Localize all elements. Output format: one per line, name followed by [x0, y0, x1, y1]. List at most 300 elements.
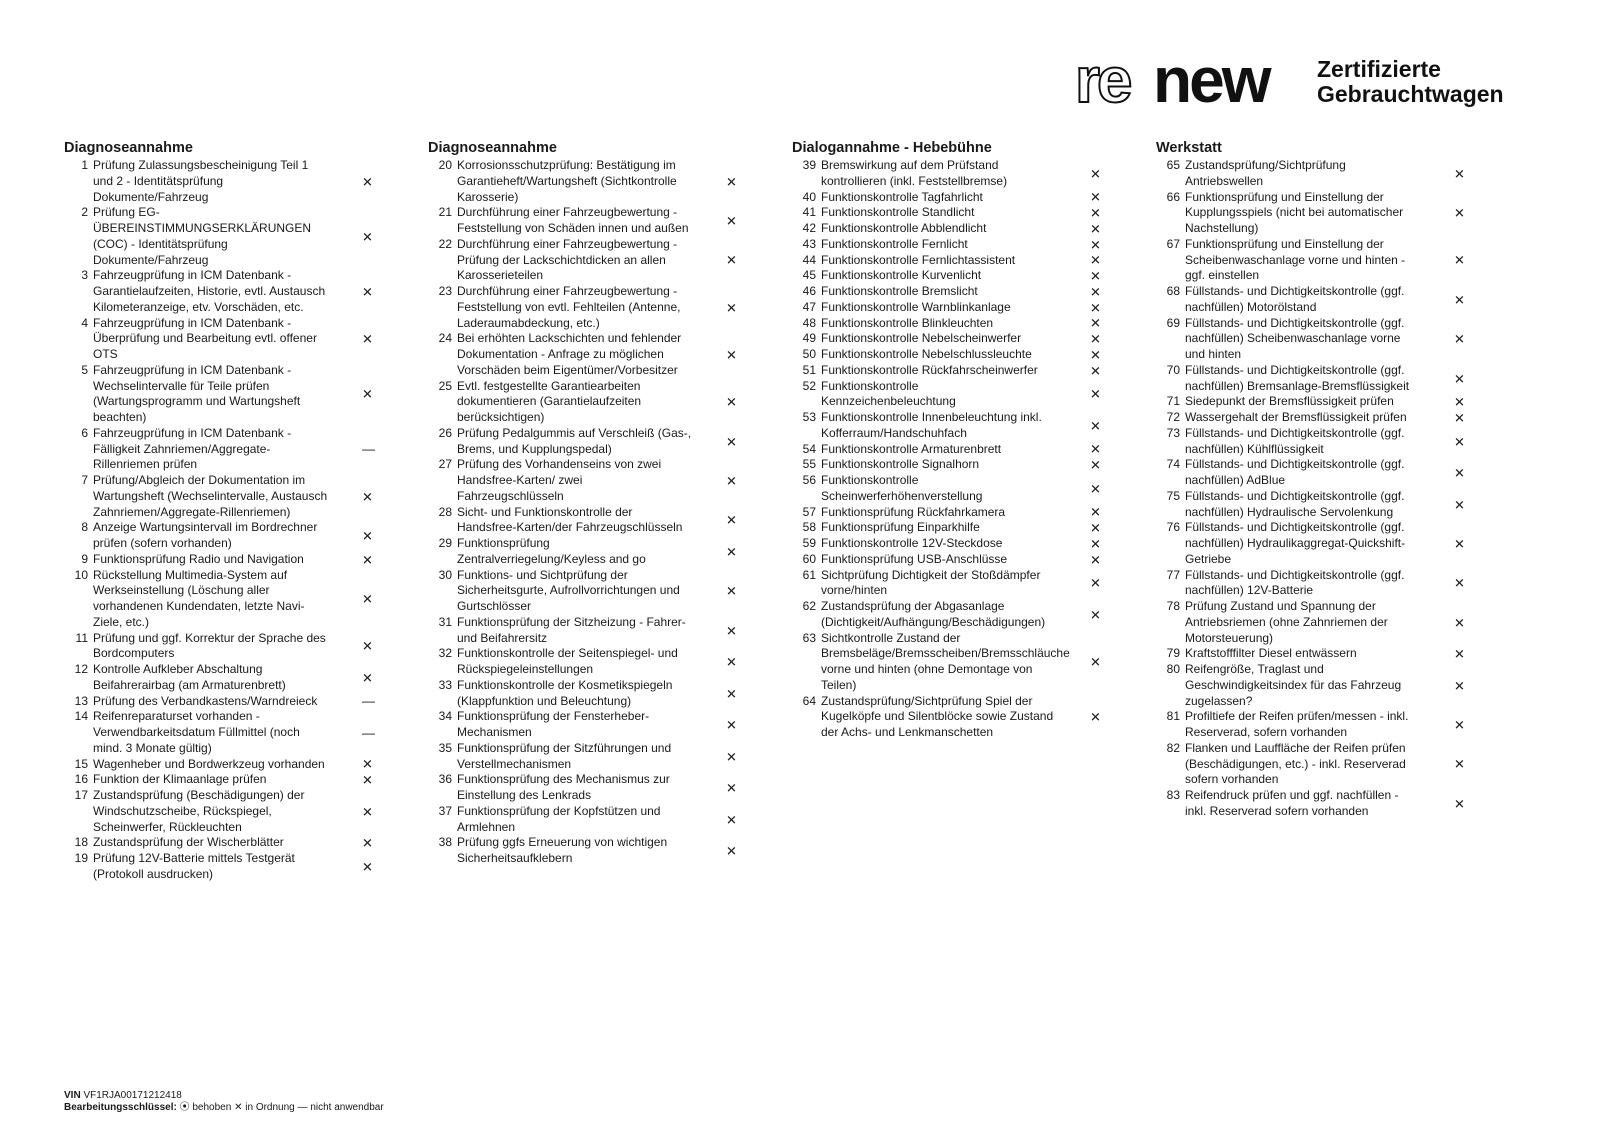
item-text: Funktionskontrolle Warnblinkanlage [821, 299, 1011, 314]
checklist-column-4 [1156, 140, 1476, 820]
item-text: Funktions- und Sichtprüfung der Sicherheitsgurte, Aufrollvorrichtungen und Gurtschlösser [457, 567, 680, 613]
status-ok-icon: ✕ [726, 780, 737, 796]
item-text: Flanken und Lauffläche der Reifen prüfen (Beschädigungen, etc.) - inkl. Reserverad sofern vorhanden [1185, 740, 1406, 787]
item-text: Funktionsprüfung der Fensterheber-Mechanismen [457, 709, 650, 739]
item-number: 39 [802, 158, 816, 172]
status-na-icon: — [362, 693, 375, 709]
item-number: 20 [438, 158, 452, 172]
item-text: Füllstands- und Dichtigkeitskontrolle (ggf. nachfüllen) Hydraulische Servolenkung [1185, 488, 1405, 519]
status-ok-icon: ✕ [1090, 457, 1101, 473]
status-ok-icon: ✕ [1454, 796, 1465, 812]
status-ok-icon: ✕ [1454, 252, 1465, 268]
status-ok-icon: ✕ [1454, 717, 1465, 733]
status-ok-icon: ✕ [1090, 441, 1101, 457]
item-text: Funktionsprüfung USB-Anschlüsse [821, 551, 1008, 566]
status-ok-icon: ✕ [1090, 654, 1101, 670]
checklist-item [792, 599, 1112, 631]
item-number: 55 [802, 457, 816, 472]
item-number: 75 [1166, 488, 1180, 503]
item-number: 51 [802, 362, 816, 377]
checklist-item [792, 363, 1112, 379]
item-number: 16 [74, 772, 88, 787]
status-ok-icon: ✕ [1090, 536, 1101, 552]
checklist-item [1156, 237, 1476, 284]
item-text: Funktionskontrolle Nebelschlussleuchte [821, 347, 1032, 361]
checklist-item [792, 347, 1112, 363]
item-text: Reifendruck prüfen und ggf. nachfüllen - inkl. Reserverad sofern vorhanden [1185, 788, 1399, 818]
item-text: Funktionskontrolle Abblendlicht [821, 221, 987, 235]
status-ok-icon: ✕ [1454, 497, 1465, 512]
checklist-item [792, 457, 1112, 473]
item-number: 53 [802, 410, 816, 424]
checklist-item [428, 205, 748, 237]
checklist-column-2 [428, 140, 748, 867]
item-number: 73 [1166, 425, 1180, 440]
item-text: Funktionskontrolle Armaturenbrett [821, 441, 1002, 456]
status-ok-icon: ✕ [726, 347, 737, 363]
item-number: 14 [74, 709, 88, 724]
status-ok-icon: ✕ [726, 717, 737, 733]
item-text: Funktionskontrolle Kennzeichenbeleuchtung [821, 378, 956, 409]
status-ok-icon: ✕ [726, 843, 737, 859]
item-text: Prüfung EG-ÜBEREINSTIMMUNGSERKLÄRUNGEN (COC) - Identitätsprüfung Dokumente/Fahrzeug [93, 205, 312, 267]
item-text: Prüfung des Vorhandenseins von zwei Handsfree-Karten/ zwei Fahrzeugschlüsseln [457, 457, 662, 503]
status-na-icon: — [362, 441, 375, 457]
status-ok-icon: ✕ [726, 213, 737, 229]
checklist-item [64, 268, 384, 315]
checklist-item [64, 757, 384, 773]
checklist-item [428, 615, 748, 647]
vin-label: VIN [64, 1090, 81, 1101]
checklist-item [1156, 709, 1476, 741]
status-ok-icon: ✕ [362, 331, 373, 347]
item-text: Sichtkontrolle Zustand der Bremsbeläge/Bremsscheiben/Bremsschläuche vorne und hinten (ohne Demontage von Teilen) [821, 630, 1070, 692]
item-text: Funktionskontrolle Fernlicht [821, 236, 968, 251]
checklist-item [792, 253, 1112, 269]
item-number: 3 [81, 268, 88, 283]
checklist-item [428, 505, 748, 537]
item-text: Funktionsprüfung des Mechanismus zur Einstellung des Lenkrads [457, 772, 670, 802]
checklist-item [792, 190, 1112, 206]
checklist-item [64, 552, 384, 568]
item-text: Funktionskontrolle der Kosmetikspiegeln (Klappfunktion und Beleuchtung) [457, 677, 673, 708]
item-number: 70 [1166, 362, 1180, 377]
item-number: 67 [1166, 236, 1180, 251]
item-text: Funktionsprüfung Zentralverriegelung/Keyless and go [457, 536, 646, 566]
svg-text:re: re [1075, 54, 1130, 110]
item-number: 37 [438, 803, 452, 818]
checklist-item [792, 520, 1112, 536]
item-text: Prüfung des Verbandkastens/Warndreieck [93, 693, 318, 708]
checklist-item [428, 158, 748, 205]
item-number: 44 [802, 252, 816, 267]
checklist-item [1156, 316, 1476, 363]
item-number: 7 [81, 473, 88, 487]
item-text: Bremswirkung auf dem Prüfstand kontrollieren (inkl. Feststellbremse) [821, 158, 1008, 188]
checklist-item [792, 237, 1112, 253]
checklist-item [428, 426, 748, 458]
item-number: 40 [802, 189, 816, 204]
item-text: Funktionskontrolle Tagfahrlicht [821, 189, 983, 204]
checklist-item [792, 694, 1112, 741]
item-text: Prüfung Zustand und Spannung der Antriebsriemen (ohne Zahnriemen der Motorsteuerung) [1185, 599, 1388, 645]
legend-line [64, 1102, 384, 1114]
item-text: Prüfung ggfs Erneuerung von wichtigen Sicherheitsaufklebern [457, 835, 668, 865]
checklist-item [64, 363, 384, 426]
item-number: 34 [438, 709, 452, 724]
item-text: Zustandsprüfung (Beschädigungen) der Windschutzscheibe, Rückspiegel, Scheinwerfer, Rückleuchten [93, 788, 305, 834]
status-ok-icon: ✕ [726, 749, 737, 764]
item-text: Füllstands- und Dichtigkeitskontrolle (ggf. nachfüllen) Motorölstand [1185, 284, 1405, 314]
item-number: 78 [1166, 599, 1180, 613]
status-ok-icon: ✕ [1090, 520, 1101, 536]
item-number: 11 [75, 630, 88, 645]
checklist-item [792, 158, 1112, 190]
status-ok-icon: ✕ [726, 174, 737, 190]
item-number: 43 [802, 236, 816, 251]
item-text: Prüfung Pedalgummis auf Verschleiß (Gas-, Brems, und Kupplungspedal) [457, 425, 692, 456]
checklist-item [1156, 284, 1476, 316]
status-ok-icon: ✕ [362, 591, 373, 607]
status-ok-icon: ✕ [362, 670, 373, 686]
legend-fixed-text: behoben [192, 1102, 232, 1113]
status-ok-icon: ✕ [362, 552, 373, 568]
checklist-item [1156, 662, 1476, 709]
item-number: 26 [438, 425, 452, 440]
checklist-item [428, 835, 748, 867]
footer [64, 1090, 384, 1114]
item-number: 49 [802, 331, 816, 346]
item-number: 63 [802, 630, 816, 645]
checklist-item [428, 284, 748, 331]
checklist-item [64, 788, 384, 835]
item-text: Fahrzeugprüfung in ICM Datenbank - Garantielaufzeiten, Historie, evtl. Austausch Kilometeranzeige, etv. Vorschäden, etc. [93, 268, 326, 314]
checklist-item [428, 678, 748, 710]
item-number: 64 [802, 693, 816, 708]
item-number: 22 [438, 236, 452, 251]
checklist-item [792, 284, 1112, 300]
item-number: 77 [1166, 567, 1180, 582]
checklist-item [1156, 426, 1476, 458]
item-number: 13 [74, 693, 88, 708]
item-text: Funktionskontrolle Standlicht [821, 205, 975, 220]
status-ok-icon: ✕ [1090, 347, 1101, 363]
legend-ok-icon: ✕ [234, 1102, 243, 1113]
item-number: 9 [81, 551, 88, 566]
status-ok-icon: ✕ [726, 252, 737, 268]
status-ok-icon: ✕ [1090, 221, 1101, 237]
item-text: Funktionskontrolle Nebelscheinwerfer [821, 331, 1022, 346]
item-text: Wagenheber und Bordwerkzeug vorhanden [93, 756, 325, 771]
item-number: 10 [74, 567, 88, 582]
legend-na-text: nicht anwendbar [310, 1102, 384, 1113]
status-ok-icon: ✕ [726, 434, 737, 449]
checklist-item [428, 709, 748, 741]
checklist-item [64, 158, 384, 205]
item-text: Zustandsprüfung der Abgasanlage (Dichtigkeit/Aufhängung/Beschädigungen) [821, 599, 1046, 629]
status-ok-icon: ✕ [1090, 284, 1101, 300]
status-ok-icon: ✕ [726, 300, 737, 316]
item-number: 66 [1166, 189, 1180, 204]
checklist-item [792, 442, 1112, 458]
checklist-item [428, 237, 748, 284]
status-ok-icon: ✕ [1090, 418, 1101, 434]
item-number: 71 [1166, 394, 1180, 409]
item-text: Zustandsprüfung/Sichtprüfung Spiel der Kugelköpfe und Silentblöcke sowie Zustand der Achs- und Lenkmanschetten [821, 693, 1054, 739]
item-number: 6 [81, 425, 88, 440]
checklist-item [792, 331, 1112, 347]
item-number: 8 [81, 520, 88, 535]
item-number: 5 [81, 362, 88, 377]
checklist-item [792, 410, 1112, 442]
status-ok-icon: ✕ [1454, 205, 1465, 221]
checklist-item [428, 379, 748, 426]
item-text: Funktionskontrolle der Seitenspiegel- und Rückspiegeleinstellungen [457, 646, 678, 676]
item-text: Bei erhöhten Lackschichten und fehlender Dokumentation - Anfrage zu möglichen Vorschäden beim Eigentümer/Vorbesitzer [457, 331, 682, 377]
item-number: 36 [438, 772, 452, 787]
legend-fixed-icon: ⦿ [179, 1102, 190, 1113]
item-number: 54 [802, 441, 816, 456]
item-text: Funktionskontrolle Signalhorn [821, 457, 980, 472]
item-text: Füllstands- und Dichtigkeitskontrolle (ggf. nachfüllen) AdBlue [1185, 457, 1405, 487]
legend-ok-text: in Ordnung [245, 1102, 295, 1113]
item-text: Fahrzeugprüfung in ICM Datenbank - Überprüfung und Bearbeitung evtl. offener OTS [93, 315, 317, 361]
item-text: Prüfung/Abgleich der Dokumentation im Wartungsheft (Wechselintervalle, Austausch Zahnriemen/Aggregate-Rillenriemen) [93, 473, 328, 519]
item-text: Profiltiefe der Reifen prüfen/messen - inkl. Reserverad, sofern vorhanden [1185, 709, 1409, 739]
checklist-item [428, 741, 748, 773]
checklist-item [792, 473, 1112, 505]
item-number: 30 [438, 567, 452, 582]
status-ok-icon: ✕ [362, 284, 373, 300]
status-ok-icon: ✕ [1090, 205, 1101, 221]
item-number: 83 [1166, 788, 1180, 802]
item-text: Kraftstofffilter Diesel entwässern [1185, 646, 1357, 661]
checklist-item [428, 536, 748, 568]
status-ok-icon: ✕ [362, 528, 373, 544]
item-text: Füllstands- und Dichtigkeitskontrolle (ggf. nachfüllen) 12V-Batterie [1185, 567, 1405, 598]
item-number: 59 [802, 536, 816, 550]
item-number: 15 [74, 756, 88, 771]
checklist-item [64, 426, 384, 473]
status-ok-icon: ✕ [1090, 331, 1101, 347]
svg-text:new: new [1153, 54, 1269, 110]
item-text: Sicht- und Funktionskontrolle der Handsfree-Karten/der Fahrzeugschlüsseln [457, 504, 683, 535]
item-text: Fahrzeugprüfung in ICM Datenbank - Wechselintervalle für Teile prüfen (Wartungsprogramm und Wartungsheft beachten) [93, 362, 301, 424]
checklist-item [792, 221, 1112, 237]
status-ok-icon: ✕ [1454, 292, 1465, 308]
item-number: 25 [438, 378, 452, 393]
checklist-item [1156, 741, 1476, 788]
checklist-item [1156, 457, 1476, 489]
item-number: 41 [802, 205, 816, 220]
item-text: Funktionsprüfung der Sitzheizung - Fahrer- und Beifahrersitz [457, 614, 686, 645]
status-ok-icon: ✕ [726, 512, 737, 528]
status-ok-icon: ✕ [362, 859, 373, 875]
checklist-item [428, 331, 748, 378]
item-number: 65 [1166, 158, 1180, 172]
item-number: 1 [81, 158, 88, 172]
item-text: Durchführung einer Fahrzeugbewertung - Prüfung der Lackschichtdicken an allen Karosserieteilen [457, 236, 678, 283]
item-number: 56 [802, 473, 816, 487]
item-text: Funktionsprüfung und Einstellung der Scheibenwaschanlage vorne und hinten - ggf. einstellen [1185, 236, 1406, 283]
status-ok-icon: ✕ [1454, 166, 1465, 182]
status-ok-icon: ✕ [1454, 394, 1465, 410]
item-text: Evtl. festgestellte Garantiearbeiten dokumentieren (Garantielaufzeiten berücksichtigen) [457, 378, 642, 424]
checklist-item [792, 505, 1112, 521]
checklist-item [428, 772, 748, 804]
status-ok-icon: ✕ [1090, 268, 1101, 284]
item-number: 81 [1166, 709, 1180, 724]
item-text: Prüfung 12V-Batterie mittels Testgerät (Protokoll ausdrucken) [93, 851, 295, 881]
item-text: Funktionskontrolle Scheinwerferhöhenverstellung [821, 473, 983, 503]
checklist-item [64, 316, 384, 363]
item-number: 29 [438, 536, 452, 550]
status-ok-icon: ✕ [1090, 386, 1101, 402]
status-ok-icon: ✕ [1454, 371, 1465, 386]
item-text: Kontrolle Aufkleber Abschaltung Beifahrerairbag (am Armaturenbrett) [93, 662, 286, 692]
item-text: Füllstands- und Dichtigkeitskontrolle (ggf. nachfüllen) Scheibenwaschanlage vorne und hinten [1185, 315, 1405, 361]
status-ok-icon: ✕ [362, 229, 373, 245]
renew-logo-icon [1075, 54, 1305, 110]
item-text: Funktionskontrolle 12V-Steckdose [821, 536, 1003, 550]
brand-subtitle [1317, 57, 1504, 107]
item-number: 27 [438, 457, 452, 472]
item-text: Sichtprüfung Dichtigkeit der Stoßdämpfer vorne/hinten [821, 567, 1041, 598]
checklist-item [792, 300, 1112, 316]
status-ok-icon: ✕ [1090, 315, 1101, 331]
item-text: Funktion der Klimaanlage prüfen [93, 772, 267, 787]
item-number: 79 [1166, 646, 1180, 661]
checklist-item [1156, 489, 1476, 521]
item-text: Zustandsprüfung/Sichtprüfung Antriebswellen [1185, 158, 1346, 188]
status-ok-icon: ✕ [1090, 552, 1101, 568]
status-ok-icon: ✕ [362, 638, 373, 654]
status-ok-icon: ✕ [1090, 363, 1101, 379]
item-text: Funktionsprüfung Einparkhilfe [821, 520, 980, 535]
status-ok-icon: ✕ [1090, 709, 1101, 725]
checklist-item [64, 631, 384, 663]
item-text: Prüfung und ggf. Korrektur der Sprache des Bordcomputers [93, 630, 326, 661]
status-ok-icon: ✕ [1090, 504, 1101, 520]
checklist-column-3 [792, 140, 1112, 741]
item-text: Zustandsprüfung der Wischerblätter [93, 835, 284, 850]
status-ok-icon: ✕ [362, 489, 373, 505]
item-text: Siedepunkt der Bremsflüssigkeit prüfen [1185, 394, 1394, 409]
status-ok-icon: ✕ [726, 583, 737, 599]
item-number: 12 [74, 662, 88, 676]
item-number: 82 [1166, 740, 1180, 755]
brand-subtitle-line1: Zertifizierte [1317, 56, 1441, 82]
item-text: Rückstellung Multimedia-System auf Werkseinstellung (Löschung aller vorhandenen Kundendaten, letzte Navi-Ziele, etc.) [93, 567, 305, 629]
item-text: Füllstands- und Dichtigkeitskontrolle (ggf. nachfüllen) Hydraulikaggregat-Quickshift-Getriebe [1185, 520, 1406, 566]
checklist-column-1 [64, 140, 384, 883]
checklist-item [64, 473, 384, 520]
item-number: 72 [1166, 410, 1180, 424]
status-ok-icon: ✕ [1454, 615, 1465, 631]
item-text: Durchführung einer Fahrzeugbewertung - Feststellung von Schäden innen und außen [457, 205, 689, 235]
item-text: Funktionskontrolle Bremslicht [821, 284, 978, 298]
item-number: 52 [802, 378, 816, 393]
status-ok-icon: ✕ [1454, 465, 1465, 481]
checklist-item [64, 709, 384, 756]
checklist-item [792, 268, 1112, 284]
checklist-item [792, 536, 1112, 552]
status-ok-icon: ✕ [362, 772, 373, 788]
item-text: Funktionsprüfung der Kopfstützen und Armlehnen [457, 803, 661, 834]
item-number: 62 [802, 599, 816, 613]
status-ok-icon: ✕ [362, 174, 373, 190]
brand-subtitle-line2: Gebrauchtwagen [1317, 81, 1504, 107]
item-text: Prüfung Zulassungsbescheinigung Teil 1 und 2 - Identitätsprüfung Dokumente/Fahrzeug [93, 158, 309, 204]
checklist-item [428, 457, 748, 504]
status-ok-icon: ✕ [1090, 481, 1101, 497]
status-ok-icon: ✕ [362, 386, 373, 402]
column-title: Diagnoseannahme [428, 140, 557, 156]
item-number: 24 [438, 331, 452, 346]
status-ok-icon: ✕ [1454, 434, 1465, 449]
item-number: 58 [802, 520, 816, 535]
item-number: 32 [438, 646, 452, 661]
item-number: 68 [1166, 284, 1180, 298]
item-number: 76 [1166, 520, 1180, 535]
item-text: Fahrzeugprüfung in ICM Datenbank - Fälligkeit Zahnriemen/Aggregate-Rillenriemen prüfen [93, 425, 292, 472]
item-number: 60 [802, 551, 816, 566]
status-ok-icon: ✕ [726, 812, 737, 827]
item-number: 80 [1166, 662, 1180, 676]
item-number: 4 [81, 315, 88, 330]
checklist-item [64, 568, 384, 631]
item-text: Funktionsprüfung Rückfahrkamera [821, 504, 1006, 519]
item-text: Füllstands- und Dichtigkeitskontrolle (ggf. nachfüllen) Bremsanlage-Bremsflüssigkeit [1185, 362, 1410, 393]
status-ok-icon: ✕ [726, 623, 737, 638]
checklist-item [64, 662, 384, 694]
checklist-item [64, 520, 384, 552]
item-number: 23 [438, 284, 452, 298]
item-text: Funktionskontrolle Rückfahrscheinwerfer [821, 362, 1038, 377]
item-text: Funktionsprüfung Radio und Navigation [93, 551, 304, 566]
checklist-item [792, 552, 1112, 568]
item-number: 42 [802, 221, 816, 235]
item-text: Durchführung einer Fahrzeugbewertung - Feststellung von evtl. Fehlteilen (Antenne, Laderaumabdeckung, etc.) [457, 284, 681, 330]
status-ok-icon: ✕ [1090, 575, 1101, 591]
brand-logo [1075, 52, 1504, 112]
item-number: 19 [74, 851, 88, 865]
item-number: 17 [74, 788, 88, 802]
item-number: 45 [802, 268, 816, 283]
item-number: 57 [802, 504, 816, 519]
checklist-item [1156, 158, 1476, 190]
column-title: Werkstatt [1156, 140, 1222, 156]
status-ok-icon: ✕ [1090, 300, 1101, 316]
vin-line [64, 1090, 384, 1102]
checklist-item [64, 851, 384, 883]
checklist-item [64, 205, 384, 268]
status-ok-icon: ✕ [362, 804, 373, 820]
item-number: 38 [438, 835, 452, 850]
item-number: 50 [802, 347, 816, 361]
item-number: 48 [802, 315, 816, 330]
checklist-item [1156, 788, 1476, 820]
status-ok-icon: ✕ [726, 654, 737, 670]
item-number: 2 [81, 205, 88, 220]
status-ok-icon: ✕ [1090, 189, 1101, 205]
checklist-item [1156, 394, 1476, 410]
item-number: 47 [802, 299, 816, 314]
item-number: 74 [1166, 457, 1180, 472]
checklist-item [428, 804, 748, 836]
item-number: 18 [74, 835, 88, 850]
status-ok-icon: ✕ [726, 686, 737, 701]
